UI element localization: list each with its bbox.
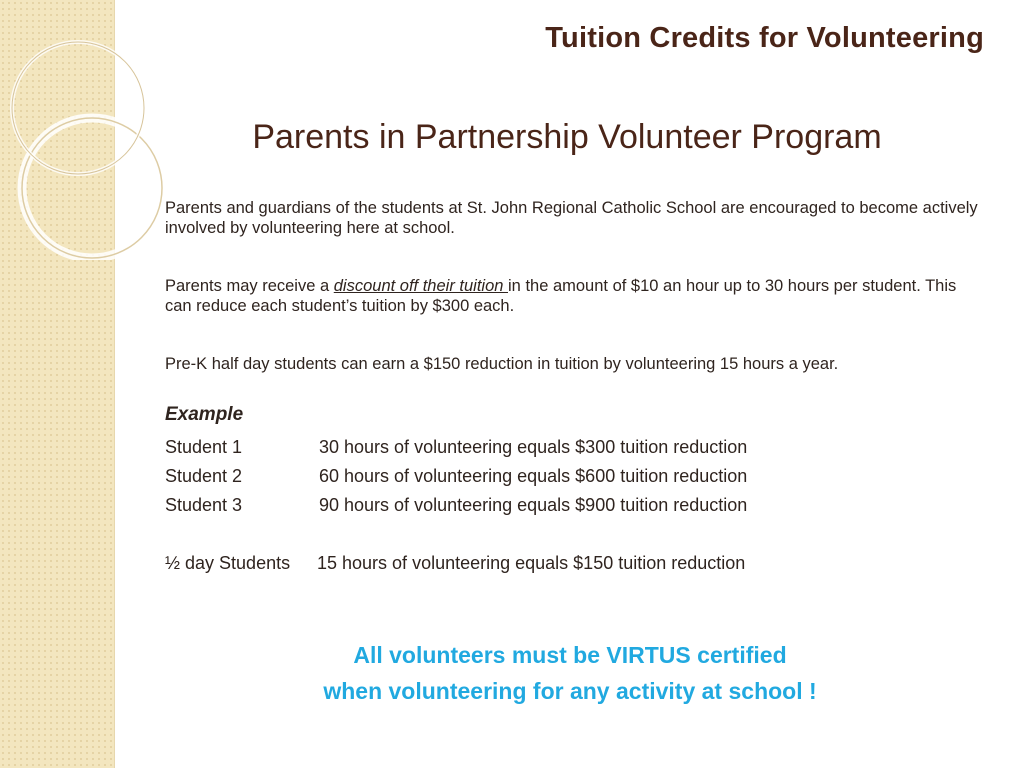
intro-paragraph: Parents and guardians of the students at St. John Regional Catholic School are encouraged to become actively involved by volunteering here at school.	[165, 199, 978, 237]
example-description: 60 hours of volunteering equals $600 tuition reduction	[319, 466, 748, 486]
virtus-notice-line1: All volunteers must be VIRTUS certified	[353, 642, 787, 668]
example-row	[165, 495, 747, 516]
example-description: 30 hours of volunteering equals $300 tuition reduction	[319, 437, 748, 457]
example-student: Student 3	[165, 495, 243, 515]
discount-link[interactable]: discount off their tuition	[333, 277, 509, 295]
virtus-notice-line2: when volunteering for any activity at school !	[323, 678, 817, 704]
example-description: 90 hours of volunteering equals $900 tuition reduction	[319, 495, 748, 515]
example-row	[165, 466, 747, 487]
example-description: 15 hours of volunteering equals $150 tuition reduction	[317, 553, 746, 573]
discount-paragraph	[165, 276, 985, 316]
example-student: Student 1	[165, 437, 243, 457]
program-subtitle: Parents in Partnership Volunteer Program	[252, 118, 882, 156]
example-row	[165, 437, 747, 458]
discount-prefix: Parents may receive a	[165, 277, 334, 295]
example-heading: Example	[165, 404, 244, 425]
slide-title: Tuition Credits for Volunteering	[545, 22, 984, 54]
example-student: Student 2	[165, 466, 243, 486]
discount-suffix: in the amount of $10 an hour up to 30 hours per student. This can reduce each student’s tuition by $300 each.	[165, 277, 957, 315]
example-row-half-day	[165, 553, 745, 574]
example-student: ½ day Students	[165, 553, 291, 573]
prek-paragraph: Pre-K half day students can earn a $150 reduction in tuition by volunteering 15 hours a year.	[165, 355, 839, 373]
